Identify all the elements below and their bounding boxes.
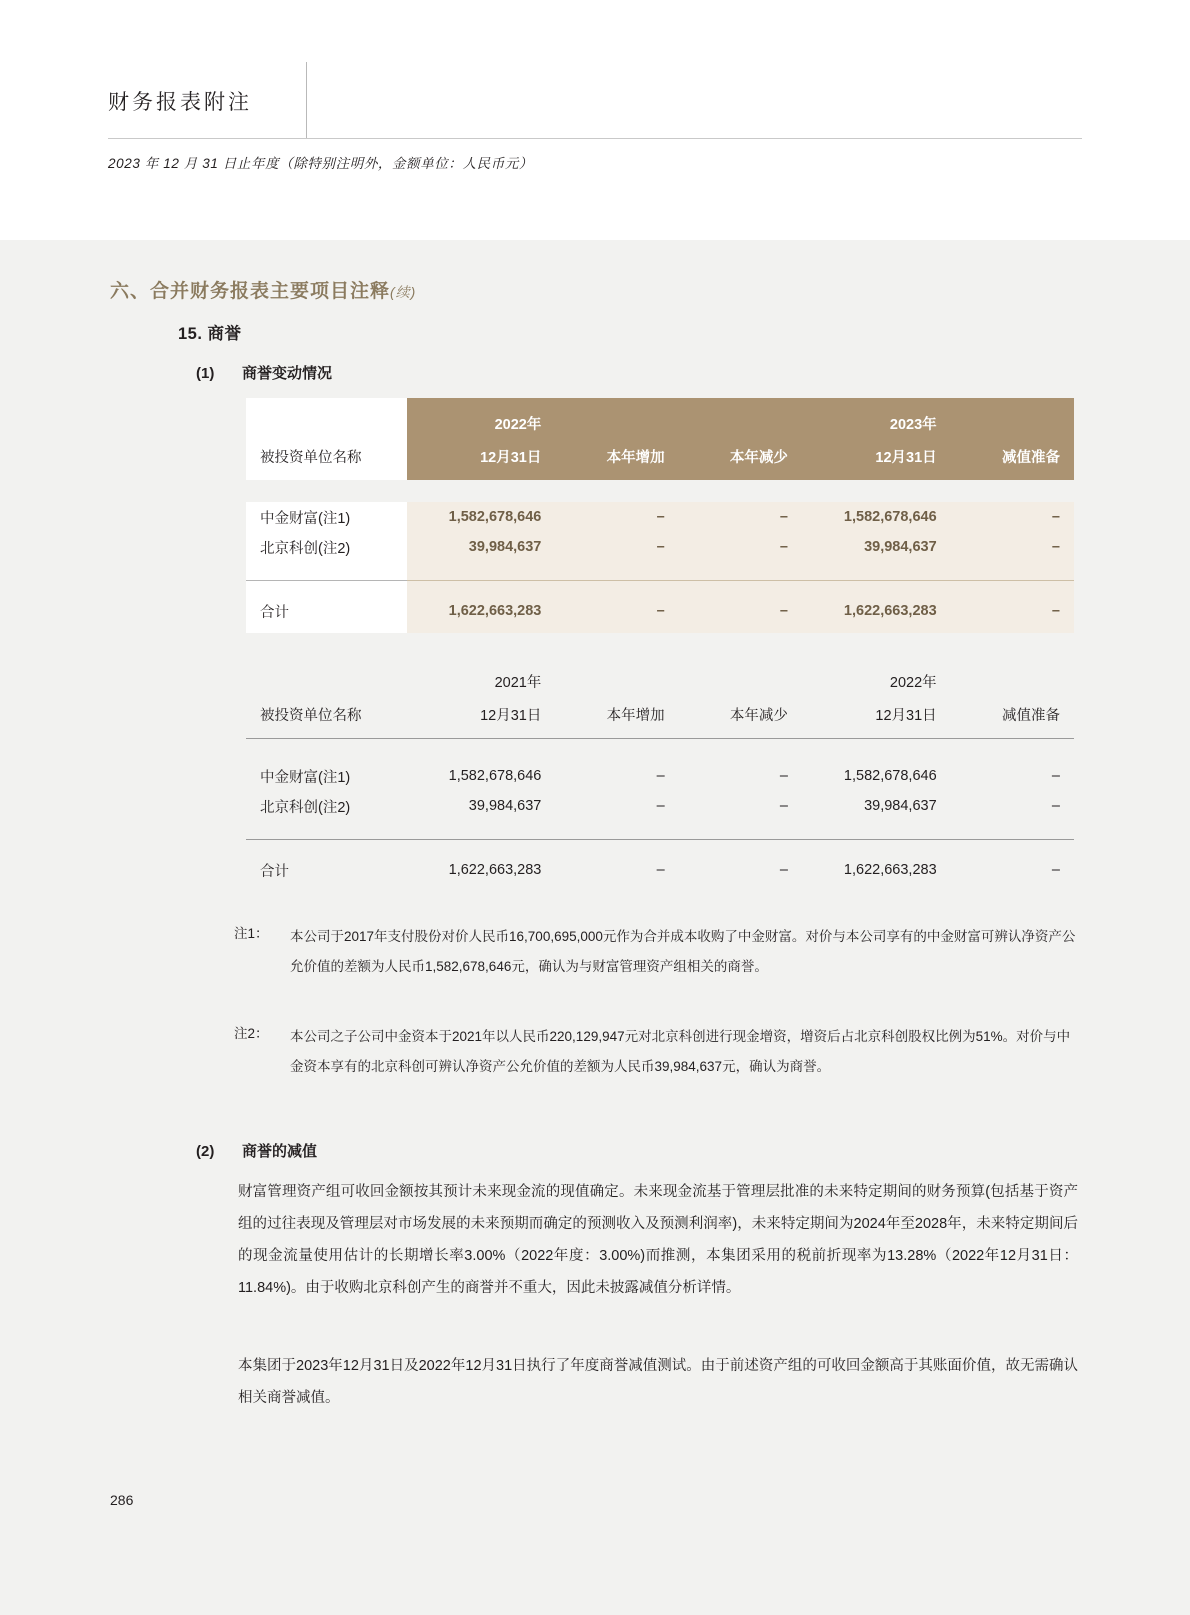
- subsection-2-label: 商誉的减值: [242, 1143, 318, 1160]
- header-cell-entity-spacer: [246, 656, 407, 698]
- note-1-label: 注1：: [234, 926, 269, 941]
- row-closing-balance: 1,582,678,646: [843, 768, 937, 784]
- spacer-cell: [951, 480, 1074, 502]
- header-cell-disposals: 本年减少: [679, 440, 802, 480]
- spacer-cell: [407, 480, 556, 502]
- header-horizontal-rule: [108, 138, 1082, 139]
- table-row: [246, 761, 1074, 791]
- subsection-1-label: 商誉变动情况: [242, 365, 333, 382]
- spacer-cell: [246, 821, 407, 840]
- row-additions: –: [555, 502, 678, 532]
- header-cell-impairment-spacer: [951, 656, 1074, 698]
- header-cell-2022-year: 2022年: [889, 674, 937, 691]
- header-cell-2022-date: 12月31日: [802, 698, 951, 739]
- table-spacer-row: [246, 821, 1074, 840]
- header-cell-entity: 被投资单位名称: [246, 698, 407, 739]
- goodwill-movement-table-2023: [246, 398, 1074, 633]
- spacer-cell: [407, 562, 556, 581]
- table-header-row-bottom: [246, 440, 1074, 480]
- row-opening-balance: 39,984,637: [407, 532, 556, 562]
- header-cell-2021-date: 12月31日: [407, 698, 556, 739]
- row-opening-balance: 39,984,637: [468, 798, 542, 814]
- header-cell-impairment-spacer: [951, 398, 1074, 440]
- row-opening-balance: 1,582,678,646: [448, 768, 542, 784]
- table-header-row-top: [246, 398, 1074, 440]
- header-vertical-divider: [306, 62, 307, 138]
- table-header-row-top: [246, 656, 1074, 698]
- total-disposals: –: [679, 840, 802, 893]
- table-total-row: [246, 840, 1074, 893]
- total-closing-balance: 1,622,663,283: [802, 581, 951, 634]
- spacer-cell: [679, 480, 802, 502]
- item-title: 商誉: [207, 325, 242, 343]
- header-cell-entity: 被投资单位名称: [246, 440, 407, 480]
- subsection-1-number: (1): [196, 365, 215, 382]
- item-number: 15.: [178, 325, 203, 343]
- row-disposals: –: [779, 768, 788, 784]
- spacer-cell: [246, 562, 407, 581]
- header-cell-impairment: 减值准备: [951, 440, 1074, 480]
- header-cell-2021-year: 2021年: [494, 674, 542, 691]
- total-opening-balance: 1,622,663,283: [407, 581, 556, 634]
- row-entity-name: 北京科创(注2): [260, 799, 351, 816]
- table-row: [246, 791, 1074, 821]
- table-total-row: [246, 581, 1074, 634]
- section-heading-continued: (续): [390, 284, 417, 300]
- total-impairment: –: [951, 581, 1074, 634]
- header-cell-entity-spacer: [246, 398, 407, 440]
- header-cell-2023-year: 2023年: [802, 398, 951, 440]
- table-row: [246, 502, 1074, 532]
- spacer-cell: [407, 821, 556, 840]
- spacer-cell: [679, 821, 802, 840]
- spacer-cell: [802, 739, 951, 762]
- row-closing-balance: 39,984,637: [802, 532, 951, 562]
- spacer-cell: [802, 562, 951, 581]
- header-cell-2022-date: 12月31日: [407, 440, 556, 480]
- note-2-label: 注2：: [234, 1026, 269, 1041]
- header-cell-disposals: 本年减少: [679, 698, 802, 739]
- spacer-cell: [555, 480, 678, 502]
- spacer-cell: [407, 739, 556, 762]
- table-spacer-row: [246, 480, 1074, 502]
- spacer-cell: [246, 480, 407, 502]
- subsection-2-heading: [196, 1140, 317, 1161]
- total-additions: –: [555, 840, 678, 893]
- page-body: [0, 240, 1190, 1615]
- header-cell-additions: 本年增加: [555, 698, 678, 739]
- row-closing-balance: 39,984,637: [864, 798, 937, 814]
- header-cell-disposals-spacer: [679, 656, 802, 698]
- page-header: [0, 0, 1190, 240]
- subsection-2-number: (2): [196, 1143, 215, 1160]
- subsection-1-heading: [196, 362, 332, 383]
- section-heading-text: 六、合并财务报表主要项目注释: [110, 281, 391, 302]
- row-impairment: –: [951, 532, 1074, 562]
- impairment-paragraph-2: 本集团于2023年12月31日及2022年12月31日执行了年度商誉减值测试。由于前述资产组的可收回金额高于其账面价值，故无需确认相关商誉减值。: [238, 1358, 1078, 1406]
- table-spacer-row: [246, 739, 1074, 762]
- total-disposals: –: [679, 581, 802, 634]
- header-cell-additions-spacer: [555, 656, 678, 698]
- spacer-cell: [555, 562, 678, 581]
- header-cell-disposals-spacer: [679, 398, 802, 440]
- row-entity-name: 北京科创(注2): [246, 532, 407, 562]
- section-heading: [110, 276, 416, 303]
- row-disposals: –: [679, 532, 802, 562]
- impairment-paragraph-1: 财富管理资产组可收回金额按其预计未来现金流的现值确定。未来现金流基于管理层批准的未来特定期间的财务预算(包括基于资产组的过往表现及管理层对市场发展的未来预期而确定的预测收入及预测利润率)，未来特定期间为2024年至2028年，未来特定期间后的现金流量使用估计的长期增长率3.00%（2022年度：3.00%)而推测，本集团采用的税前折现率为13.28%（2022年12月31日：11.84%)。由于收购北京科创产生的商誉并不重大，因此未披露减值分析详情。: [238, 1184, 1078, 1296]
- header-cell-additions: 本年增加: [555, 440, 678, 480]
- spacer-cell: [951, 821, 1074, 840]
- total-opening-balance: 1,622,663,283: [407, 840, 556, 893]
- total-label: 合计: [246, 581, 407, 634]
- row-impairment: –: [1051, 798, 1060, 814]
- row-disposals: –: [779, 798, 788, 814]
- header-cell-additions-spacer: [555, 398, 678, 440]
- header-cell-2022-year: 2022年: [407, 398, 556, 440]
- spacer-cell: [679, 739, 802, 762]
- total-label: 合计: [246, 840, 407, 893]
- row-opening-balance: 1,582,678,646: [407, 502, 556, 532]
- row-disposals: –: [679, 502, 802, 532]
- total-impairment: –: [951, 840, 1074, 893]
- spacer-cell: [679, 562, 802, 581]
- item-heading: [178, 320, 242, 344]
- header-subtitle: 2023 年 12 月 31 日止年度（除特别注明外，金额单位：人民币元）: [108, 156, 534, 171]
- page-number: 286: [110, 1492, 134, 1508]
- row-additions: –: [656, 798, 665, 814]
- note-1-text: 本公司于2017年支付股份对价人民币16,700,695,000元作为合并成本收购了中金财富。对价与本公司享有的中金财富可辨认净资产公允价值的差额为人民币1,582,678,646元，确认为与财富管理资产组相关的商誉。: [290, 929, 1076, 974]
- spacer-cell: [802, 821, 951, 840]
- row-impairment: –: [951, 502, 1074, 532]
- table-header-row-bottom: [246, 698, 1074, 739]
- header-cell-2023-date: 12月31日: [802, 440, 951, 480]
- note-2-text: 本公司之子公司中金资本于2021年以人民币220,129,947元对北京科创进行现金增资，增资后占北京科创股权比例为51%。对价与中金资本享有的北京科创可辨认净资产公允价值的差额为人民币39,984,637元，确认为商誉。: [290, 1029, 1071, 1074]
- row-entity-name: 中金财富(注1): [246, 502, 407, 532]
- spacer-cell: [951, 739, 1074, 762]
- row-impairment: –: [1051, 768, 1060, 784]
- table-spacer-row: [246, 562, 1074, 581]
- row-closing-balance: 1,582,678,646: [802, 502, 951, 532]
- header-cell-impairment: 减值准备: [951, 698, 1074, 739]
- spacer-cell: [246, 739, 407, 762]
- goodwill-movement-table-2022: [246, 656, 1074, 892]
- row-additions: –: [656, 768, 665, 784]
- row-entity-name: 中金财富(注1): [260, 769, 351, 786]
- total-closing-balance: 1,622,663,283: [802, 840, 951, 893]
- spacer-cell: [951, 562, 1074, 581]
- page-title: 财务报表附注: [108, 91, 252, 114]
- spacer-cell: [555, 821, 678, 840]
- spacer-cell: [555, 739, 678, 762]
- total-additions: –: [555, 581, 678, 634]
- table-row: [246, 532, 1074, 562]
- row-additions: –: [555, 532, 678, 562]
- spacer-cell: [802, 480, 951, 502]
